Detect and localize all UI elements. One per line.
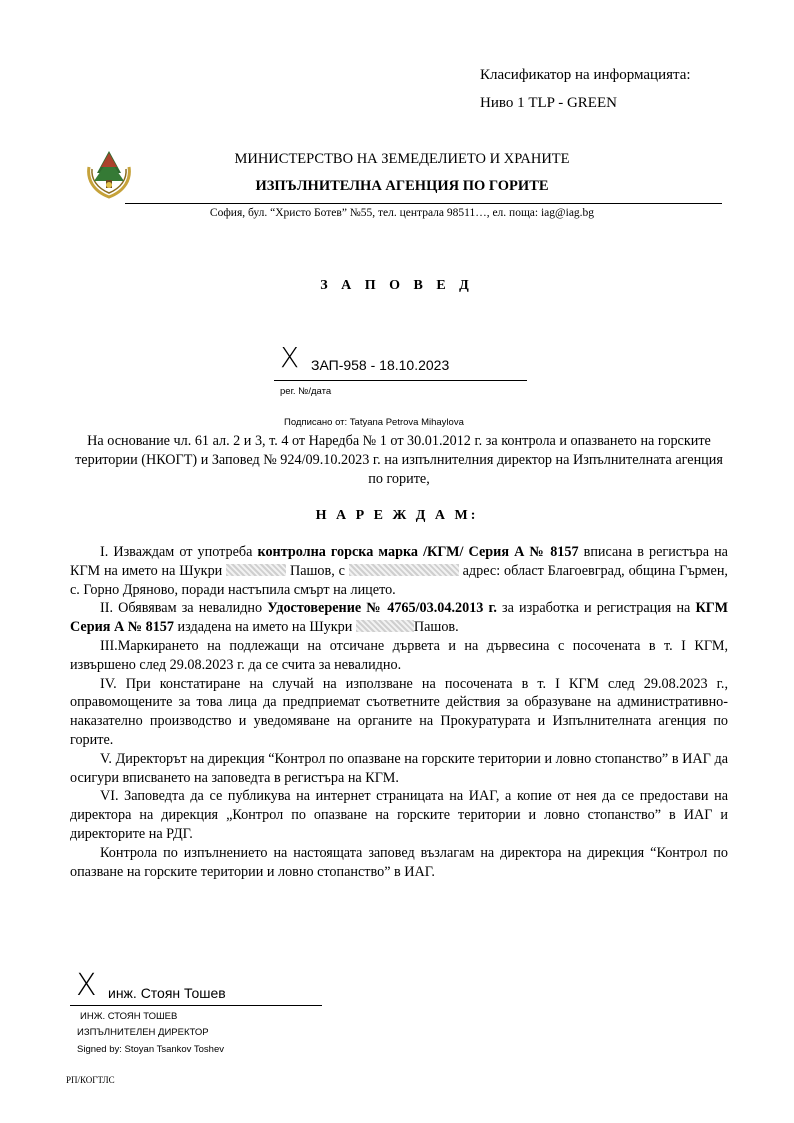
order-item-4: IV. При констатиране на случай на използване на посочената в т. I КГМ след 29.08.2023 г., оправомощените за това лица да предприемат съответните действия за образуване на административно-наказателно производство и уведомяване на органите на Прокуратурата и Изпълнителната агенция по горите. xyxy=(70,675,728,748)
registration-mark: X xyxy=(280,341,300,374)
registration-label: рег. №/дата xyxy=(280,386,332,397)
footer-code: РП/КОГТЛС xyxy=(66,1075,115,1085)
order-item-6: VI. Заповедта да се публикува на интернет страницата на ИАГ, а копие от нея да се предостави на директора на дирекция „Контрол по опазване на горските територии и ловно стопанство” в ИАГ и директорите на РДГ. xyxy=(70,788,728,842)
document-title: З А П О В Е Д xyxy=(320,278,474,293)
legal-basis: На основание чл. 61 ал. 2 и 3, т. 4 от Наредба № 1 от 30.01.2012 г. за контрола и опазването на горските територии (НКОГТ) и Заповед № 924/09.10.2023 г. на изпълнителния директор на Изпълнителната агенция по горите, xyxy=(75,433,723,487)
signer-printed-name: ИНЖ. СТОЯН ТОШЕВ xyxy=(80,1011,178,1022)
order-item-1: I. Изваждам от употреба контролна горска марка /КГМ/ Серия А № 8157 вписана в регистъра на КГМ на името на Шукри Пашов, с адрес: област Благоевград, община Гърмен, с. Горно Дряново, поради настъпила смърт на лицето. xyxy=(70,544,728,598)
order-body xyxy=(70,543,728,881)
redacted-name xyxy=(356,620,414,632)
redacted-id xyxy=(349,564,459,576)
registration-signed-by: Подписано от: Tatyana Petrova Mihaylova xyxy=(284,417,464,428)
order-item-5: V. Директорът на дирекция “Контрол по опазване на горските територии и ловно стопанство” в ИАГ да осигури вписването на заповедта в регистъра на КГМ. xyxy=(70,750,728,786)
ministry-name: МИНИСТЕРСТВО НА ЗЕМЕДЕЛИЕТО И ХРАНИТЕ xyxy=(234,151,570,167)
classifier-label: Класификатор на информацията: xyxy=(480,67,691,83)
signer-digital-signature: Signed by: Stoyan Tsankov Toshev xyxy=(77,1044,224,1055)
classification-level: Ниво 1 TLP - GREEN xyxy=(480,95,617,111)
registration-number: ЗАП-958 - 18.10.2023 xyxy=(311,357,450,373)
registration-line xyxy=(274,380,527,381)
redacted-name xyxy=(226,564,286,576)
agency-address: София, бул. “Христо Ботев” №55, тел. централа 98511…, ел. поща: iag@iag.bg xyxy=(209,207,595,219)
order-heading: Н А Р Е Ж Д А М: xyxy=(315,508,479,523)
signer-position: ИЗПЪЛНИТЕЛЕН ДИРЕКТОР xyxy=(77,1027,209,1038)
order-item-2: II. Обявявам за невалидно Удостоверение № 4765/03.04.2013 г. за изработка и регистрация на КГМ Серия А № 8157 издадена на името на Шукри Пашов. xyxy=(70,600,728,636)
order-item-3: III.Маркирането на подлежащи на отсичане дървета и на дървесина с посочената в т. I КГМ, извършено след 29.08.2023 г. да се счита за невалидно. xyxy=(70,637,728,673)
agency-name: ИЗПЪЛНИТЕЛНА АГЕНЦИЯ ПО ГОРИТЕ xyxy=(255,178,549,194)
signature-mark: X xyxy=(76,968,97,1003)
signature-line xyxy=(70,1005,322,1006)
control-clause: Контрола по изпълнението на настоящата заповед възлагам на директора на дирекция “Контрол по опазване на горските територии и ловно стопанство” в ИАГ. xyxy=(70,844,728,880)
signature-name: инж. Стоян Тошев xyxy=(108,985,226,1001)
header-divider xyxy=(125,203,722,204)
